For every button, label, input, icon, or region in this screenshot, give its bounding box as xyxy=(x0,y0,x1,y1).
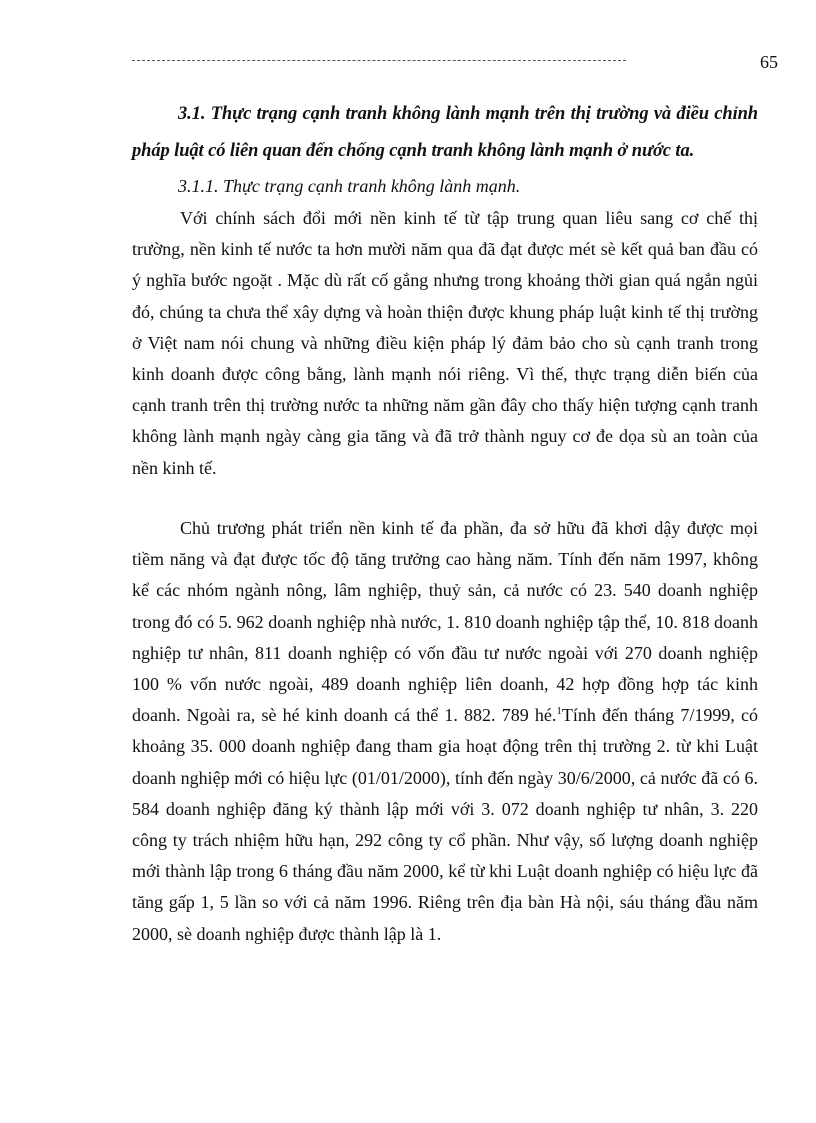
body-paragraph-1: Với chính sách đổi mới nền kinh tế từ tập trung quan liêu sang cơ chế thị trường, nền kinh tế nước ta hơn mười năm qua đã đạt được mét sè kết quả ban đầu có ý nghĩa bước ngoặt . Mặc dù rất cố gắng nhưng trong khoảng thời gian quá ngắn ngủi đó, chúng ta chưa thể xây dựng và hoàn thiện được khung pháp luật kinh tế thị trường ở Việt nam nói chung và những điều kiện pháp lý đảm bảo cho sù cạnh tranh trong kinh doanh được công bằng, lành mạnh nói riêng. Vì thế, thực trạng diễn biến của cạnh tranh trên thị trường nước ta những năm gần đây cho thấy hiện tượng cạnh tranh không lành mạnh ngày càng gia tăng và đã trở thành nguy cơ đe dọa sù an toàn của nền kinh tế. xyxy=(132,208,758,478)
paragraph-2-part-2: Tính đến tháng 7/1999, có khoảng 35. 000 doanh nghiệp đang tham gia hoạt động trên thị trường 2. từ khi Luật doanh nghiệp mới có hiệu lực (01/01/2000), tính đến ngày 30/6/2000, cả nước đã có 6. 584 doanh nghiệp đăng ký thành lập mới với 3. 072 doanh nghiệp tư nhân, 3. 220 công ty trách nhiệm hữu hạn, 292 công ty cổ phần. Như vậy, số lượng doanh nghiệp mới thành lập trong 6 tháng đầu năm 2000, kể từ khi Luật doanh nghiệp có hiệu lực đã tăng gấp 1, 5 lần so với cả năm 1996. Riêng trên địa bàn Hà nội, sáu tháng đầu năm 2000, sè doanh nghiệp được thành lập là 1. xyxy=(132,705,758,944)
section-heading: 3.1. Thực trạng cạnh tranh không lành mạnh trên thị trường và điều chỉnh pháp luật có liên quan đến chống cạnh tranh không lành mạnh ở nước ta. xyxy=(132,104,758,161)
page-number: 65 xyxy=(760,52,778,72)
footnote-mark: 1 xyxy=(556,705,562,718)
section-subheading: 3.1.1. Thực trạng cạnh tranh không lành mạnh. xyxy=(178,176,521,196)
body-paragraph-2 xyxy=(132,513,758,950)
paragraph-2-part-1: Chủ trương phát triển nền kinh tế đa phần, đa sở hữu đã khơi dậy được mọi tiềm năng và đạt được tốc độ tăng trưởng cao hàng năm. Tính đến năm 1997, không kể các nhóm ngành nông, lâm nghiệp, thuỷ sản, cả nước có 23. 540 doanh nghiệp trong đó có 5. 962 doanh nghiệp nhà nước, 1. 810 doanh nghiệp tập thể, 10. 818 doanh nghiệp tư nhân, 811 doanh nghiệp có vốn đầu tư nước ngoài với 270 doanh nghiệp 100 % vốn nước ngoài, 489 doanh nghiệp liên doanh, 42 hợp đồng hợp tác kinh doanh. Ngoài ra, sè hé kinh doanh cá thể 1. 882. 789 hé. xyxy=(132,518,758,726)
header-rule xyxy=(132,60,626,61)
